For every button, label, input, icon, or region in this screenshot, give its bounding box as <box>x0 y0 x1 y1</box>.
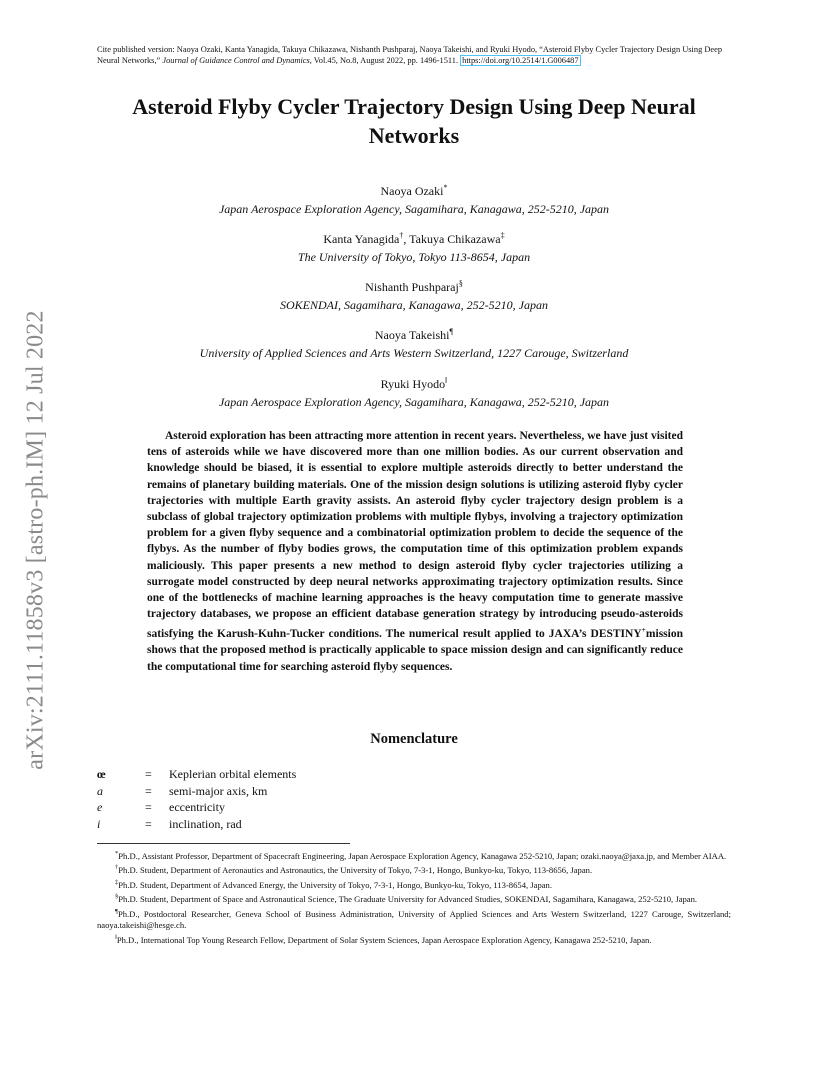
author-name: Naoya Ozaki <box>380 184 444 198</box>
footnote-mark: § <box>115 893 119 901</box>
nomenclature-row <box>97 799 296 816</box>
nomenclature-list <box>97 766 296 832</box>
abstract <box>147 428 683 675</box>
author-block-3 <box>97 275 731 314</box>
abstract-text-continued: mission shows that the proposed method is practically applicable to space mission design and can significantly reduce the computational time for searching asteroid flyby sequences. <box>147 628 683 673</box>
footnote-mark: ‖ <box>115 933 117 941</box>
author-block-5 <box>97 372 731 411</box>
footnote-rule <box>97 843 350 844</box>
footnote <box>97 848 731 862</box>
citation-journal: Journal of Guidance Control and Dynamics <box>162 56 310 65</box>
author-block-4 <box>97 323 731 362</box>
author-name: Naoya Takeishi <box>374 328 450 342</box>
nomenclature-description: semi-major axis, km <box>169 783 268 798</box>
footnote <box>97 906 731 932</box>
nomenclature-symbol: i <box>97 816 101 831</box>
nomenclature-symbol: œ <box>97 767 106 781</box>
author-name: Kanta Yanagida <box>323 232 400 246</box>
author-mark: * <box>443 183 448 192</box>
footnote-text: Ph.D. Student, Department of Advanced Energy, the University of Tokyo, 7-3-1, Hongo, Bunkyo-ku, Tokyo, 113-8654, Japan. <box>118 879 553 890</box>
author-block-1 <box>97 179 731 218</box>
author-mark: § <box>458 279 463 288</box>
footnote-text: Ph.D. Student, Department of Space and Astronautical Science, The Graduate University for Advanced Studies, SOKENDAI, Sagamihara, Kanagawa, 252-5210, Japan. <box>118 894 698 905</box>
nomenclature-equals: = <box>145 816 152 831</box>
nomenclature-row <box>97 766 296 783</box>
author-mark: ¶ <box>449 327 454 336</box>
nomenclature-equals: = <box>145 767 152 781</box>
arxiv-id: arXiv:2111.11858v3 [astro-ph.IM] 12 Jul 2022 <box>22 310 49 770</box>
footnote-mark: * <box>115 850 119 857</box>
author-affiliation: Japan Aerospace Exploration Agency, Sagamihara, Kanagawa, 252-5210, Japan <box>218 395 610 409</box>
abstract-text: Asteroid exploration has been attracting more attention in recent years. Nevertheless, we have just visited tens of asteroids while we have discovered more than one million bodies. As our current observation and knowledge should be biased, it is essential to explore multiple asteroids directly to better understand the remains of planetary building materials. One of the mission design solutions is utilizing asteroid flyby cycler trajectories with multiple Earth gravity assists. An asteroid flyby cycler trajectory design problem is a subclass of global trajectory optimization problems with multiple flybys, involving a trajectory optimization problem for a given flyby sequence and a combinatorial optimization problem to decide the sequence of the flybys. As the number of flyby bodies grows, the computation time of this optimization problem expands maliciously. This paper presents a new method to design asteroid flyby cycler trajectories utilizing a surrogate model constructed by deep neural networks approximating trajectory optimization results. Since one of the bottlenecks of machine learning approaches is the heavy computation time to generate massive trajectory databases, we propose an efficient database generation strategy by introducing pseudo-asteroids satisfying the Karush-Kuhn-Tucker conditions. The numerical result applied to JAXA’s DESTINY <box>147 430 683 641</box>
citation-prefix: Cite published version: Naoya Ozaki, Kanta Yanagida, Takuya Chikazawa, Nishanth Pushparaj, Naoya Takeishi, and Ryuki Hyodo, “Asteroid Flyby Cycler Trajectory Design Using Deep Neural Networks,” <box>97 45 723 65</box>
arxiv-stamp <box>16 280 56 800</box>
footnote-text: Ph.D., International Top Young Research Fellow, Department of Solar System Sciences, Japan Aerospace Exploration Agency, Kanagawa 252-5210, Japan. <box>116 934 652 945</box>
footnote <box>97 877 731 891</box>
nomenclature-description: Keplerian orbital elements <box>169 767 297 781</box>
author-affiliation: Japan Aerospace Exploration Agency, Sagamihara, Kanagawa, 252-5210, Japan <box>218 202 610 216</box>
citation-note <box>97 44 737 66</box>
abstract-superscript: + <box>641 625 646 635</box>
nomenclature-row <box>97 816 296 833</box>
paper-title: Asteroid Flyby Cycler Trajectory Design Using Deep Neural Networks <box>132 94 696 148</box>
author-mark: ‖ <box>445 376 448 385</box>
author-affiliation: SOKENDAI, Sagamihara, Kanagawa, 252-5210, Japan <box>280 298 548 312</box>
citation-suffix: , Vol.45, No.8, August 2022, pp. 1496-1511. <box>309 56 461 65</box>
nomenclature-description: inclination, rad <box>169 816 242 831</box>
nomenclature-description: eccentricity <box>169 800 225 814</box>
footnote <box>97 932 731 946</box>
nomenclature-equals: = <box>145 800 152 814</box>
doi-link[interactable]: https://doi.org/10.2514/1.G006487 <box>462 56 579 65</box>
nomenclature-row <box>97 783 296 800</box>
footnote <box>97 862 731 876</box>
author-name: Ryuki Hyodo <box>380 377 446 391</box>
nomenclature-symbol: a <box>97 783 103 798</box>
footnote-text: Ph.D. Student, Department of Aeronautics and Astronautics, the University of Tokyo, 7-3-1, Hongo, Bunkyo-ku, Tokyo, 113-8656, Japan. <box>118 865 593 876</box>
nomenclature-symbol: e <box>97 800 103 814</box>
author-name: , Takuya Chikazawa <box>403 232 501 246</box>
footnote-text: Ph.D., Postdoctoral Researcher, Geneva School of Business Administration, University of Applied Sciences and Arts Western Switzerland, 1227 Carouge, Switzerland; naoya.takeishi@hesge.ch. <box>97 908 731 931</box>
author-affiliation: The University of Tokyo, Tokyo 113-8654, Japan <box>297 250 531 264</box>
author-mark: ‡ <box>500 231 505 240</box>
nomenclature-equals: = <box>145 783 152 798</box>
author-name: Nishanth Pushparaj <box>365 280 459 294</box>
footnote-mark: ¶ <box>115 907 118 915</box>
footnote-mark: † <box>115 864 119 872</box>
footnote-text: Ph.D., Assistant Professor, Department of Spacecraft Engineering, Japan Aerospace Exploration Agency, Kanagawa 252-5210, Japan; ozaki.naoya@jaxa.jp, and Member AIAA. <box>118 850 727 861</box>
footnote-mark: ‡ <box>115 878 119 886</box>
author-block-2 <box>97 227 731 266</box>
footnotes <box>97 848 731 946</box>
footnote <box>97 891 731 905</box>
author-mark: † <box>399 231 404 240</box>
nomenclature-heading: Nomenclature <box>370 731 458 747</box>
author-affiliation: University of Applied Sciences and Arts Western Switzerland, 1227 Carouge, Switzerland <box>199 346 629 360</box>
